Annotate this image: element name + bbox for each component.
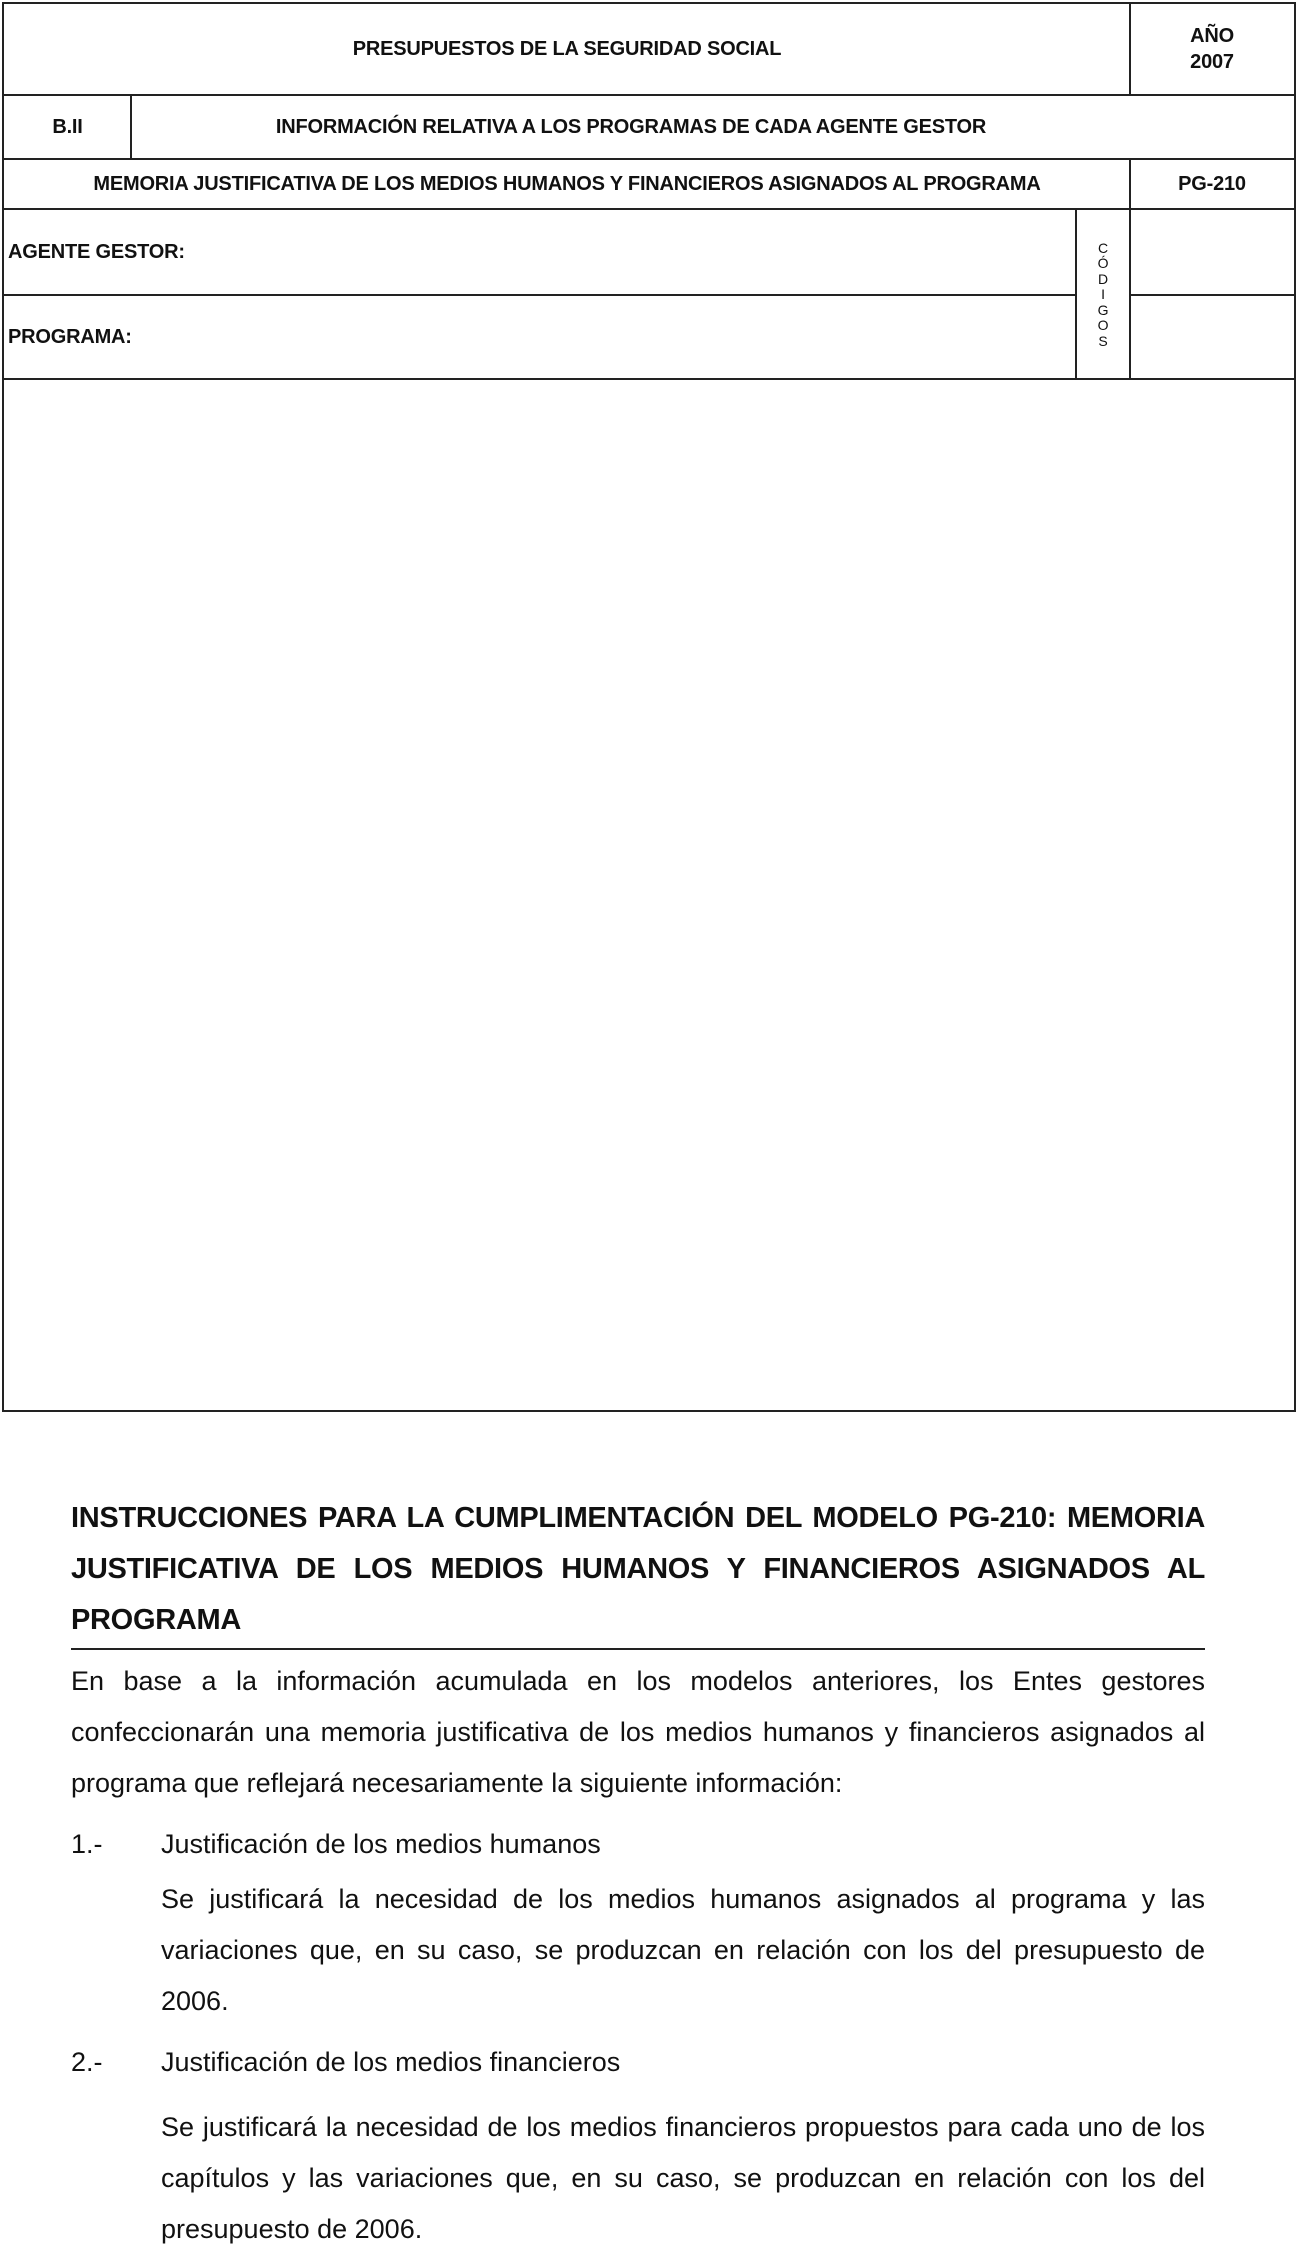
section-title: INFORMACIÓN RELATIVA A LOS PROGRAMAS DE CADA AGENTE GESTOR — [275, 115, 987, 138]
instructions-section — [71, 1493, 1205, 2255]
codigos-letter: O — [1097, 317, 1109, 334]
divider — [1129, 294, 1294, 296]
form-header-title: PRESUPUESTOS DE LA SEGURIDAD SOCIAL — [352, 37, 782, 60]
codigos-letter: Ó — [1097, 255, 1109, 272]
codigos-letter: I — [1101, 286, 1105, 303]
memoria-blank-area — [4, 380, 1294, 1410]
codigos-letter: S — [1098, 332, 1108, 349]
item-body: Se justificará la necesidad de los medios financieros propuestos para cada uno de los capítulos y las variaciones que, en su caso, se produzcan en relación con los del presupuesto de 2006. — [161, 2112, 1205, 2244]
instructions-title: INSTRUCCIONES PARA LA CUMPLIMENTACIÓN DEL MODELO PG-210: MEMORIA JUSTIFICATIVA DE LOS MEDIOS HUMANOS Y FINANCIEROS ASIGNADOS AL PROGRAMA — [71, 1493, 1205, 1650]
list-item — [71, 1819, 1205, 2027]
codigos-letter: C — [1098, 239, 1108, 256]
item-body: Se justificará la necesidad de los medios humanos asignados al programa y las variaciones que, en su caso, se produzcan en relación con los del presupuesto de 2006. — [161, 1884, 1205, 2016]
item-number: 1.- — [71, 1829, 103, 1859]
memoria-title: MEMORIA JUSTIFICATIVA DE LOS MEDIOS HUMANOS Y FINANCIEROS ASIGNADOS AL PROGRAMA — [93, 172, 1041, 195]
section-code: B.II — [52, 115, 83, 138]
instructions-intro: En base a la información acumulada en los modelos anteriores, los Entes gestores confeccionarán una memoria justificativa de los medios humanos y financieros asignados al programa que reflejará necesariamente la siguiente información: — [71, 1666, 1205, 1798]
divider — [130, 96, 132, 158]
item-heading: Justificación de los medios financieros — [161, 2047, 621, 2077]
agente-gestor-label: AGENTE GESTOR: — [8, 240, 185, 263]
form-code: PG-210 — [1178, 172, 1246, 195]
list-item — [71, 2037, 1205, 2255]
item-heading: Justificación de los medios humanos — [161, 1829, 601, 1859]
year-box — [1130, 4, 1294, 94]
year-label: AÑO — [1190, 25, 1234, 47]
codigos-vertical-label — [1077, 210, 1129, 380]
divider — [1129, 210, 1131, 380]
codigos-letter: G — [1097, 301, 1109, 318]
divider — [1129, 160, 1131, 208]
codigos-letter: D — [1098, 270, 1108, 287]
divider — [1129, 4, 1131, 94]
item-number: 2.- — [71, 2047, 103, 2077]
year-value: 2007 — [1190, 51, 1234, 73]
budget-form — [2, 2, 1296, 1412]
programa-label: PROGRAMA: — [8, 325, 132, 348]
